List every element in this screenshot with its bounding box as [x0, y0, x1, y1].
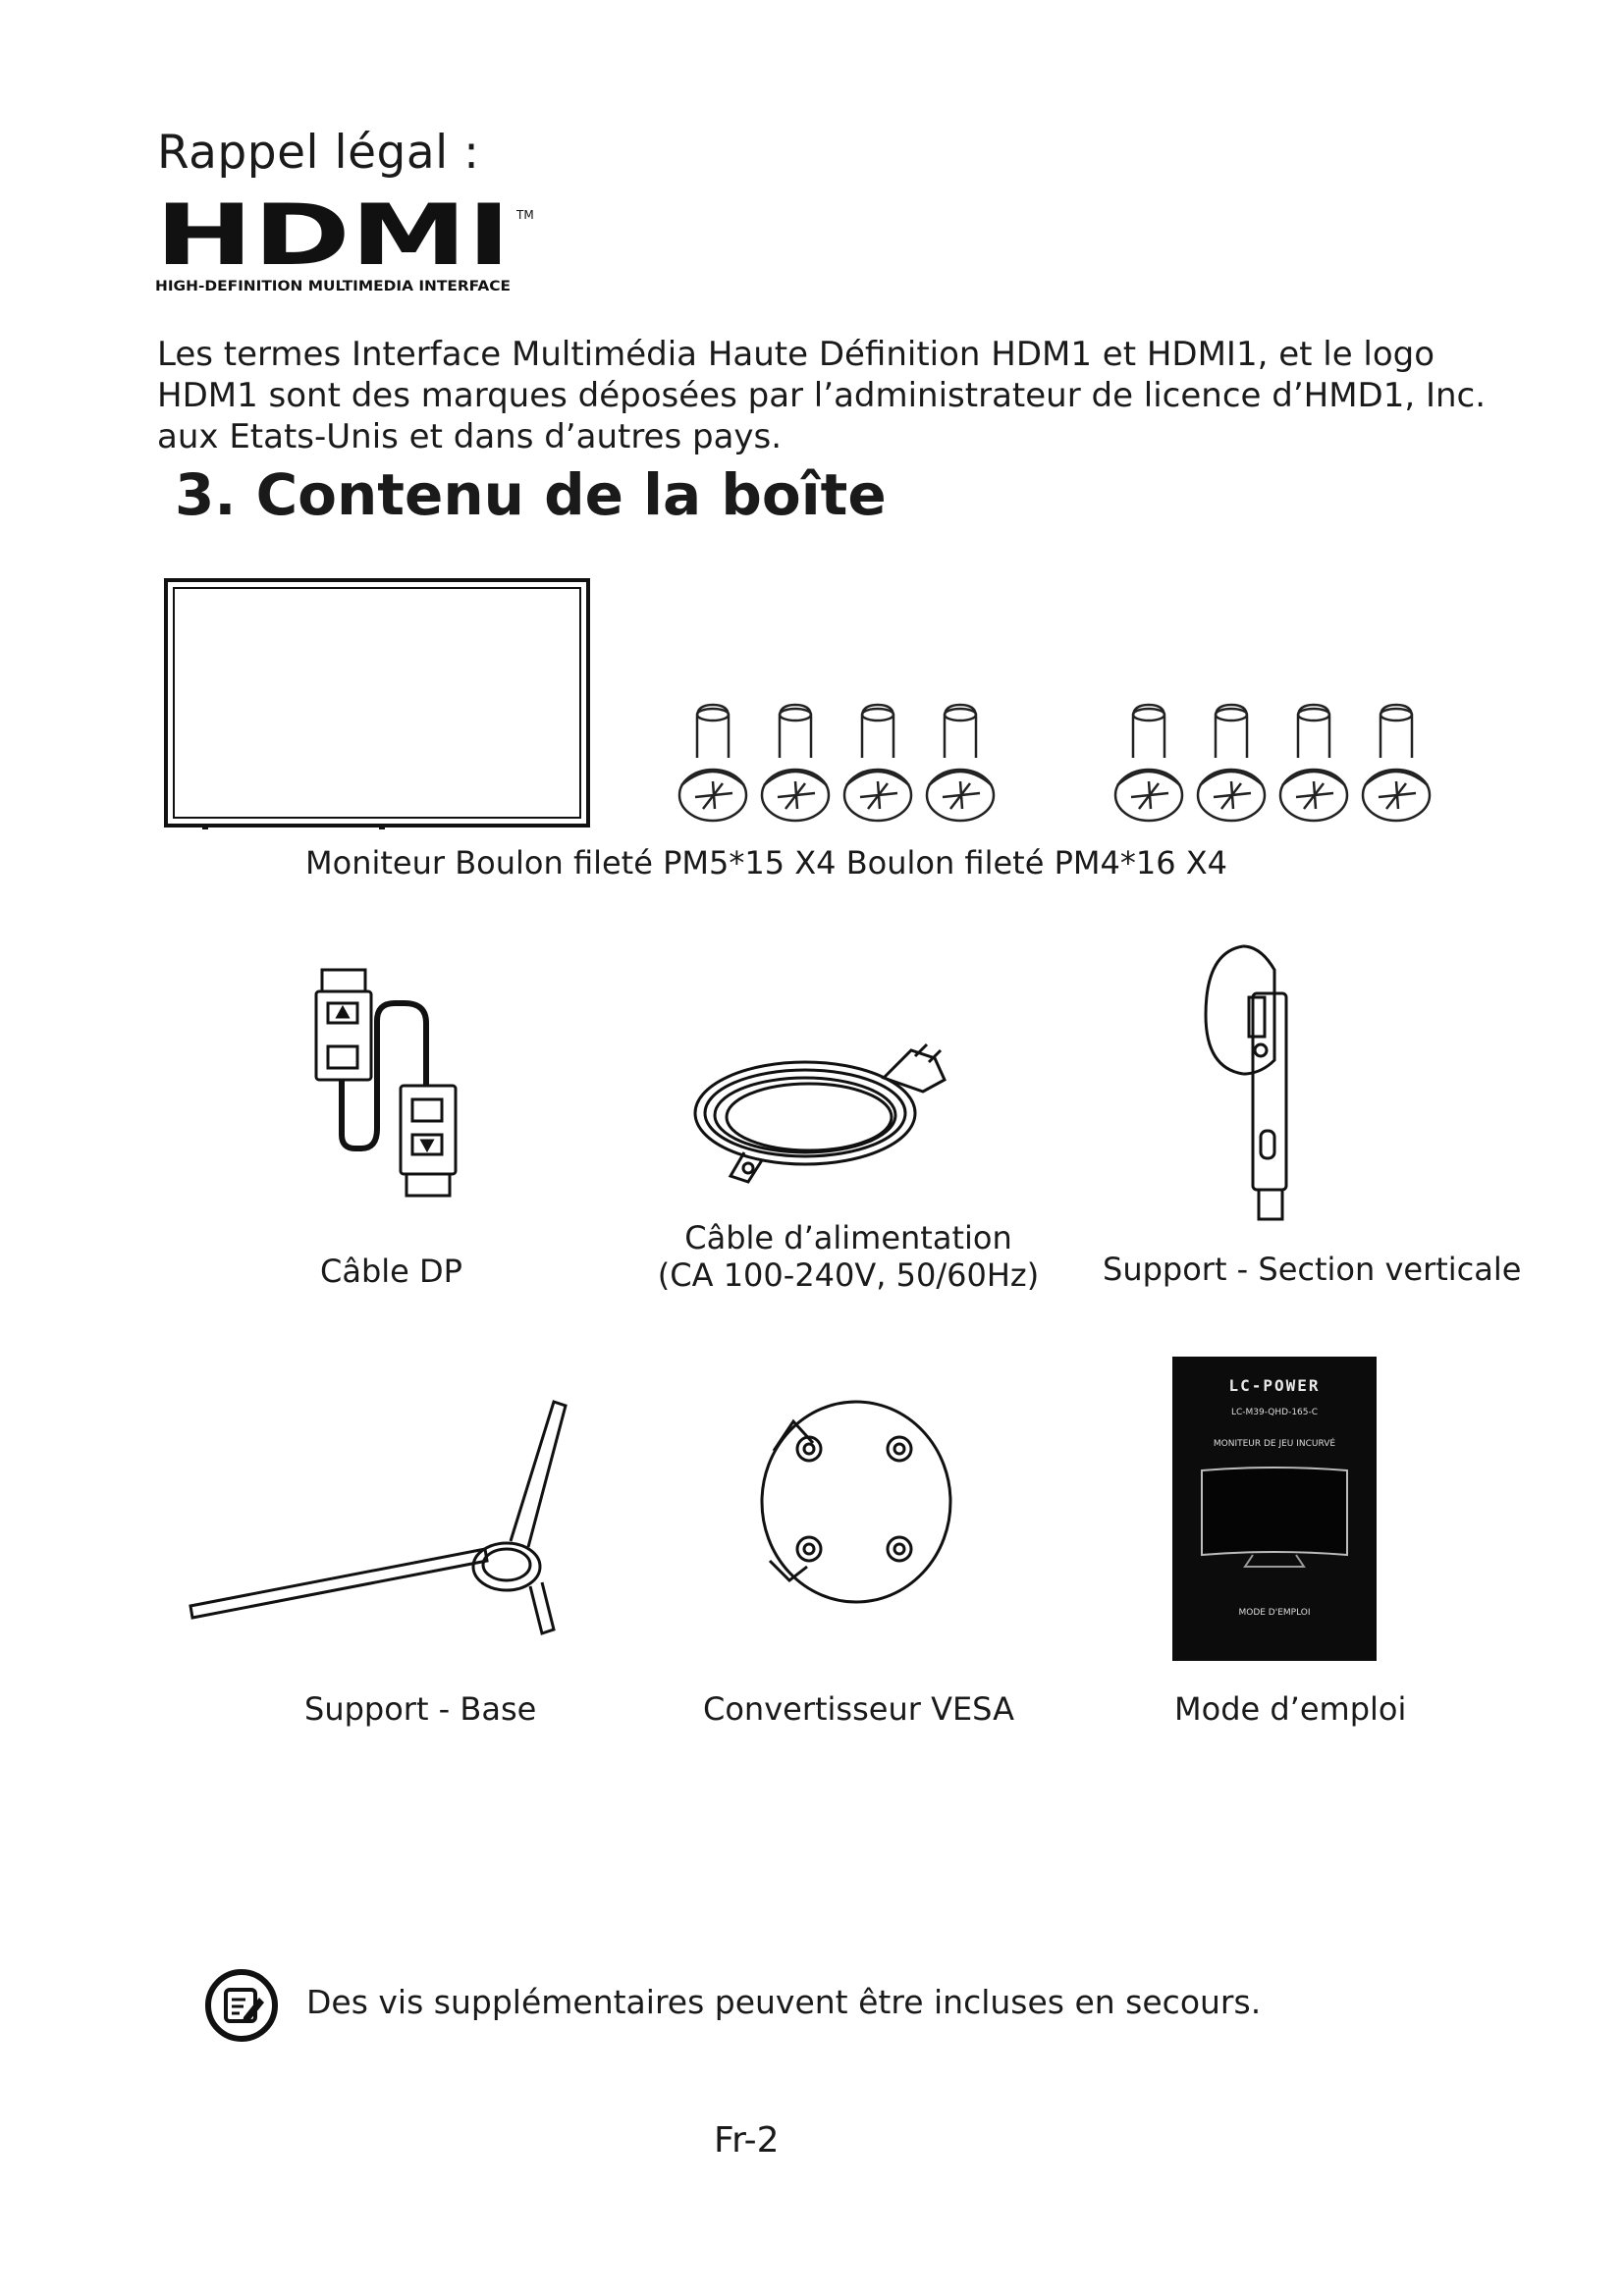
manual-cover-footer: MODE D'EMPLOI	[1238, 1608, 1311, 1618]
label-dp-cable: Câble DP	[320, 1253, 462, 1290]
label-manual: Mode d’emploi	[1174, 1690, 1407, 1728]
label-power-cable	[652, 1219, 1045, 1294]
label-power-cable-line1: Câble d’alimentation	[684, 1219, 1012, 1256]
label-stand-vertical: Support - Section verticale	[1103, 1251, 1522, 1288]
row1-caption: Moniteur Boulon fileté PM5*15 X4 Boulon fileté PM4*16 X4	[305, 844, 1227, 881]
legal-line: Les termes Interface Multimédia Haute Définition HDM1 et HDMI1, et le logo	[157, 335, 1435, 374]
legal-paragraph	[157, 334, 1532, 457]
page-number: Fr-2	[714, 2120, 780, 2161]
note-text: Des vis supplémentaires peuvent être incluses en secours.	[306, 1983, 1262, 2021]
hdmi-logo-tagline: HIGH-DEFINITION MULTIMEDIA INTERFACE	[155, 279, 511, 294]
monitor-illustration	[163, 577, 595, 832]
power-cable-illustration	[687, 1023, 962, 1190]
label-power-cable-line2: (CA 100-240V, 50/60Hz)	[657, 1256, 1040, 1294]
label-vesa: Convertisseur VESA	[703, 1690, 1014, 1728]
note-icon	[202, 1966, 281, 2045]
bolts-pm4-illustration	[1111, 699, 1455, 827]
section-heading: 3. Contenu de la boîte	[175, 461, 887, 528]
legal-line: aux Etats-Unis et dans d’autres pays.	[157, 417, 783, 456]
bolts-pm5-illustration	[676, 699, 1019, 827]
hdmi-logo	[155, 199, 548, 297]
label-stand-base: Support - Base	[304, 1690, 537, 1728]
hdmi-logo-word: HDMI	[155, 199, 511, 285]
vesa-converter-illustration	[754, 1394, 960, 1610]
dp-cable-illustration	[310, 966, 467, 1201]
manual-cover-brand: LC-POWER	[1228, 1376, 1321, 1395]
stand-vertical-illustration	[1196, 942, 1343, 1237]
manual-cover-monitor-image	[1198, 1465, 1351, 1573]
manual-cover	[1172, 1357, 1377, 1661]
manual-cover-subtitle: MONITEUR DE JEU INCURVÉ	[1213, 1439, 1336, 1449]
legal-line: HDM1 sont des marques déposées par l’administrateur de licence d’HMD1, Inc.	[157, 376, 1487, 415]
hdmi-logo-tm: TM	[516, 208, 534, 222]
manual-cover-model: LC-M39-QHD-165-C	[1230, 1408, 1319, 1417]
stand-base-illustration	[187, 1394, 579, 1639]
legal-title: Rappel légal :	[157, 126, 480, 180]
